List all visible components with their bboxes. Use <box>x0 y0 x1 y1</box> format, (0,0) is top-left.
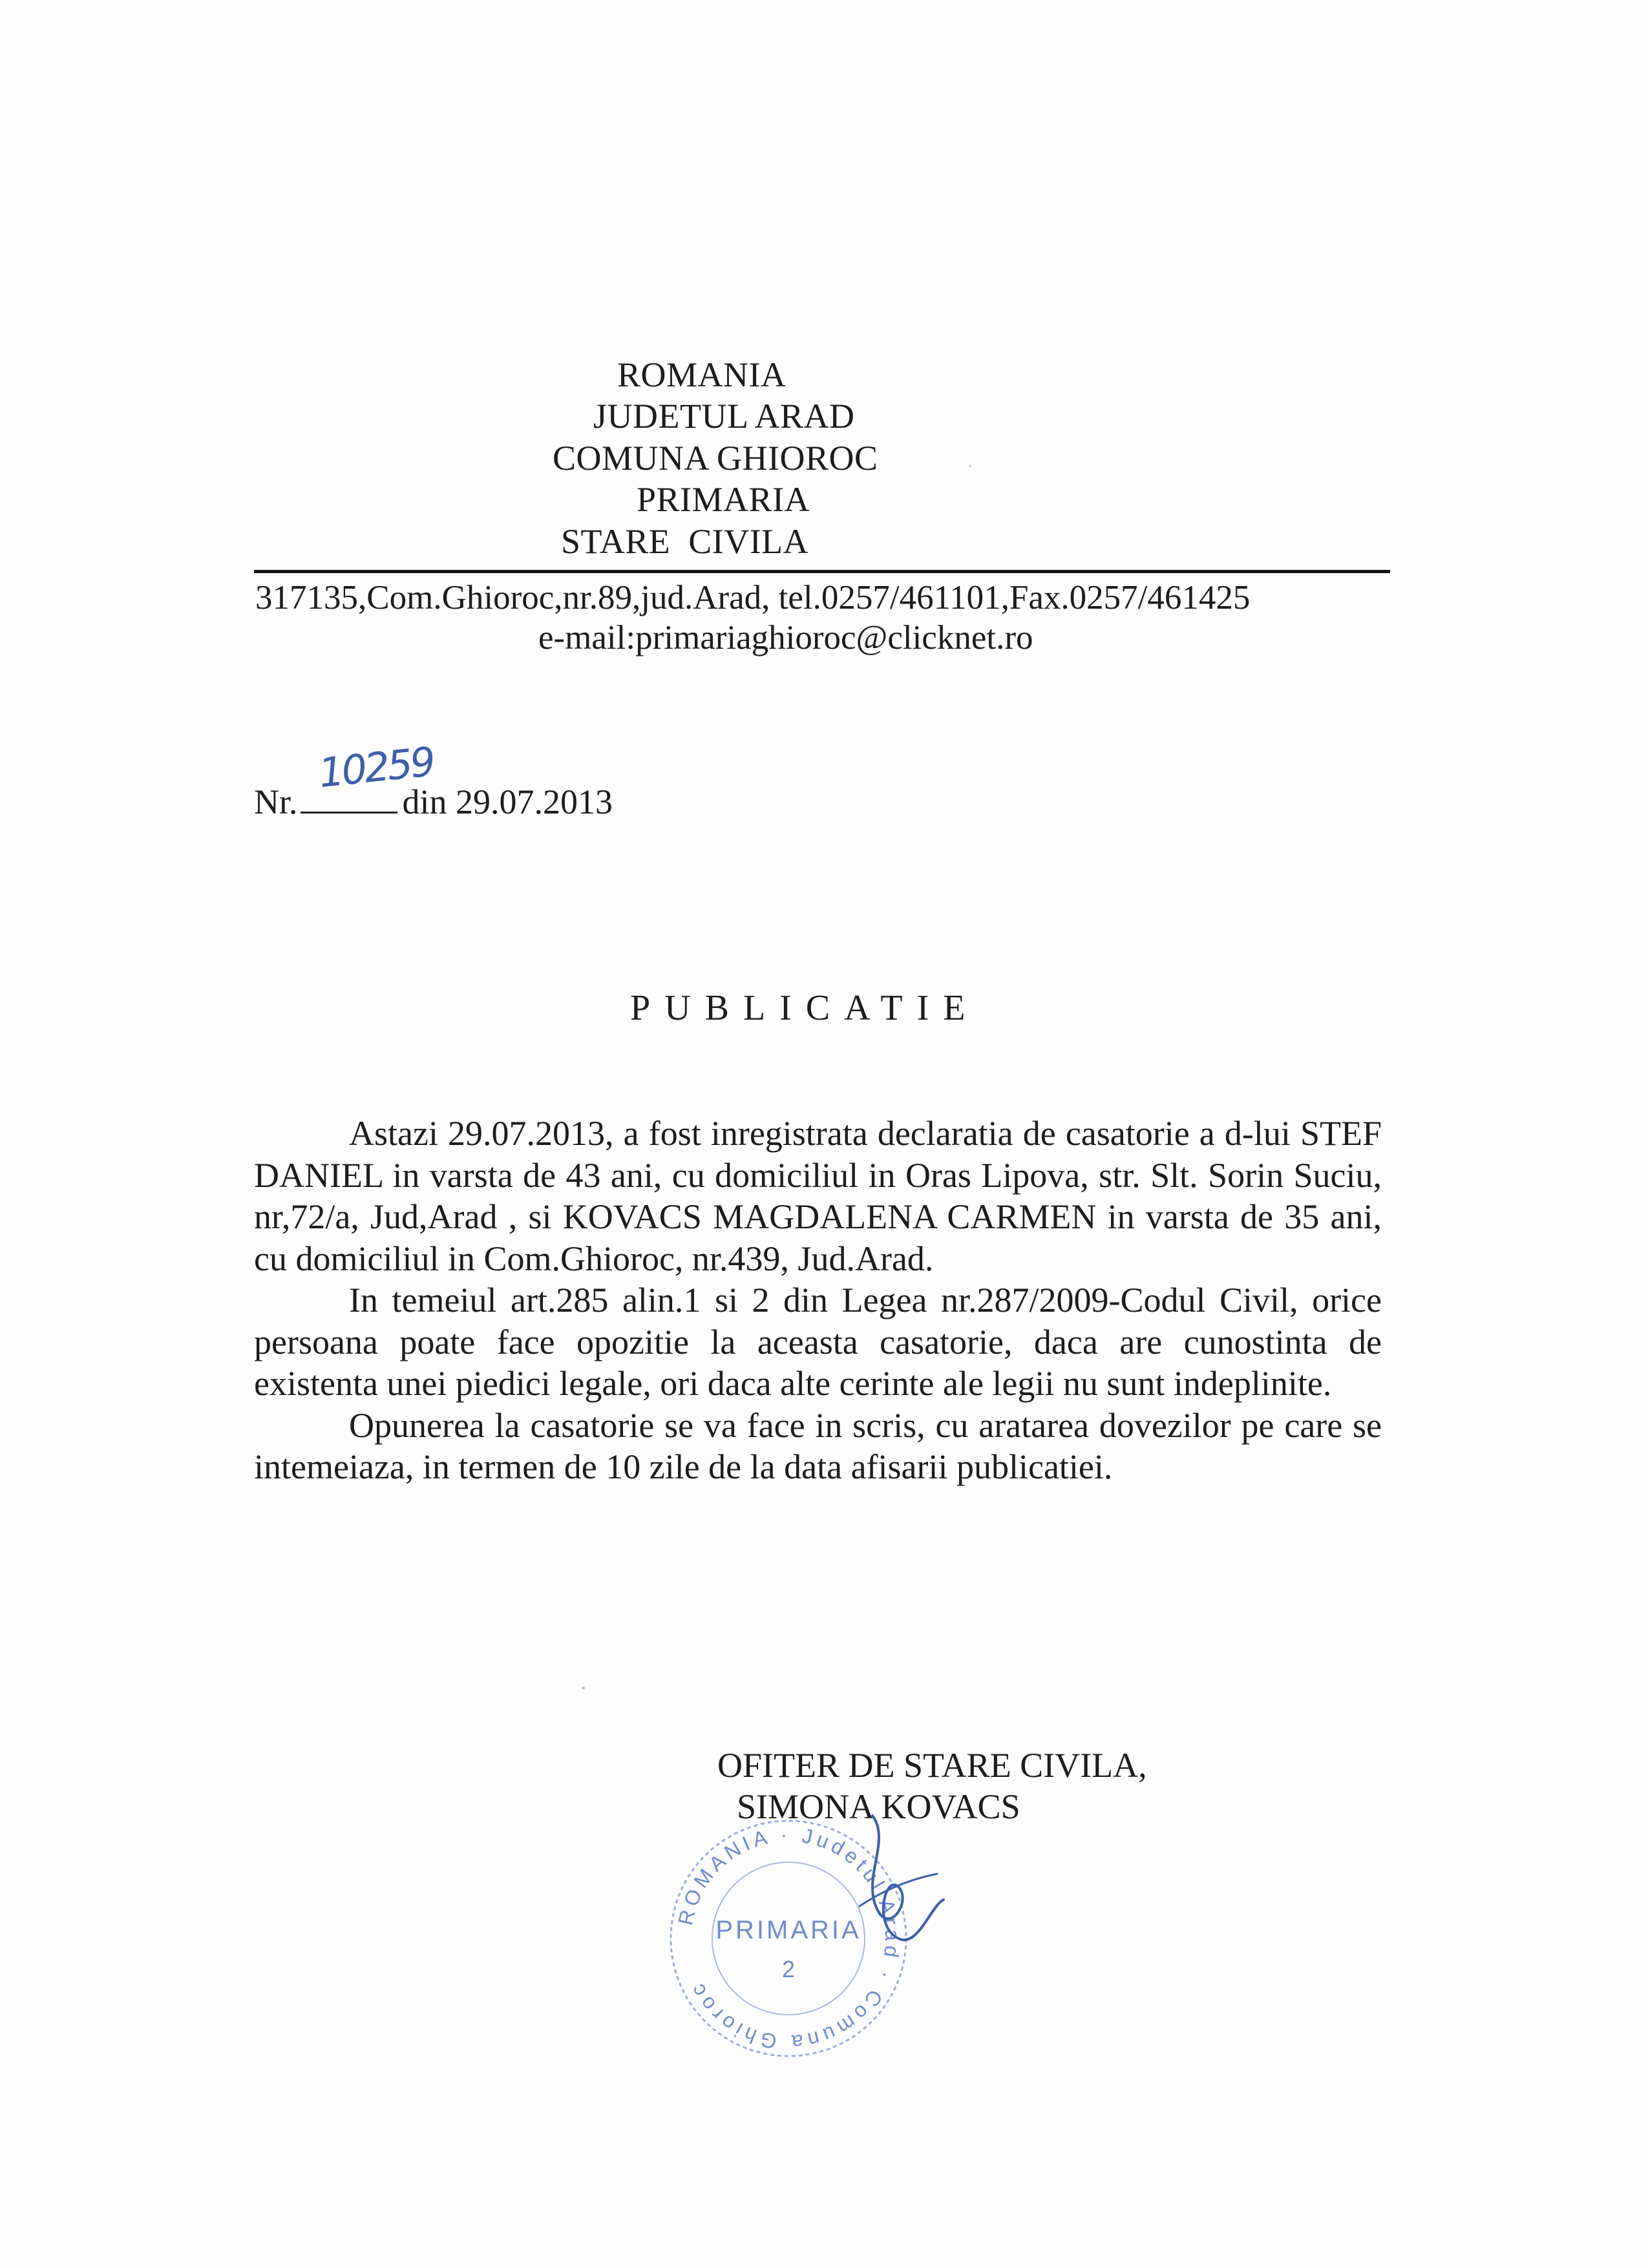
header-email: e-mail:primariaghioroc@clicknet.ro <box>538 619 1033 656</box>
handwritten-signature <box>834 1803 950 1971</box>
header-address: 317135,Com.Ghioroc,nr.89,jud.Arad, tel.0257/461101,Fax.0257/461425 <box>255 579 1251 616</box>
scan-speck <box>582 1686 585 1690</box>
document-title: PUBLICATIE <box>630 988 980 1028</box>
header-department: STARE CIVILA <box>561 522 809 561</box>
scan-speck <box>969 465 971 467</box>
body-paragraph-1: Astazi 29.07.2013, a fost inregistrata declaratia de casatorie a d-lui STEF DANIEL in varsta de 43 ani, cu domiciliul in Oras Lipova, str. Slt. Sorin Suciu, nr,72/a, Jud,Arad , si KOVACS MAGDALENA CARMEN in varsta de 35 ani, cu domiciliul in Com.Ghioroc, nr.439, Jud.Arad. <box>254 1114 1382 1278</box>
signature-role: OFITER DE STARE CIVILA, <box>717 1746 1147 1785</box>
stamp-number: 2 <box>781 1956 796 1982</box>
signature-name: SIMONA KOVACS <box>737 1787 1020 1826</box>
header-county: JUDETUL ARAD <box>593 397 855 436</box>
stamp-outer-text: ROMANIA · Judetul Arad · Comuna Ghioroc <box>673 1822 905 2055</box>
registration-number-field <box>301 737 436 814</box>
document-body <box>254 1113 1382 1488</box>
header-office: PRIMARIA <box>637 480 810 519</box>
stamp-center-text: PRIMARIA <box>715 1916 861 1944</box>
body-paragraph-3: Opunerea la casatorie se va face in scris, cu aratarea dovezilor pe care se intemeiaza, in termen de 10 zile de la data afisarii publicatiei. <box>254 1405 1382 1486</box>
registration-date: din 29.07.2013 <box>402 782 613 821</box>
registration-number-handwritten: 10259 <box>316 737 436 797</box>
header-country: ROMANIA <box>617 355 787 394</box>
registration-line <box>254 737 613 823</box>
body-paragraph-2: In temeiul art.285 alin.1 si 2 din Legea nr.287/2009-Codul Civil, orice persoana poate face opozitie la aceasta casatorie, daca are cunostinta de existenta unei piedici legale, ori daca alte cerinte ale legii nu sunt indeplinite. <box>254 1281 1382 1403</box>
header-commune: COMUNA GHIOROC <box>553 439 878 478</box>
header-divider <box>254 570 1390 573</box>
registration-prefix: Nr. <box>254 782 298 821</box>
